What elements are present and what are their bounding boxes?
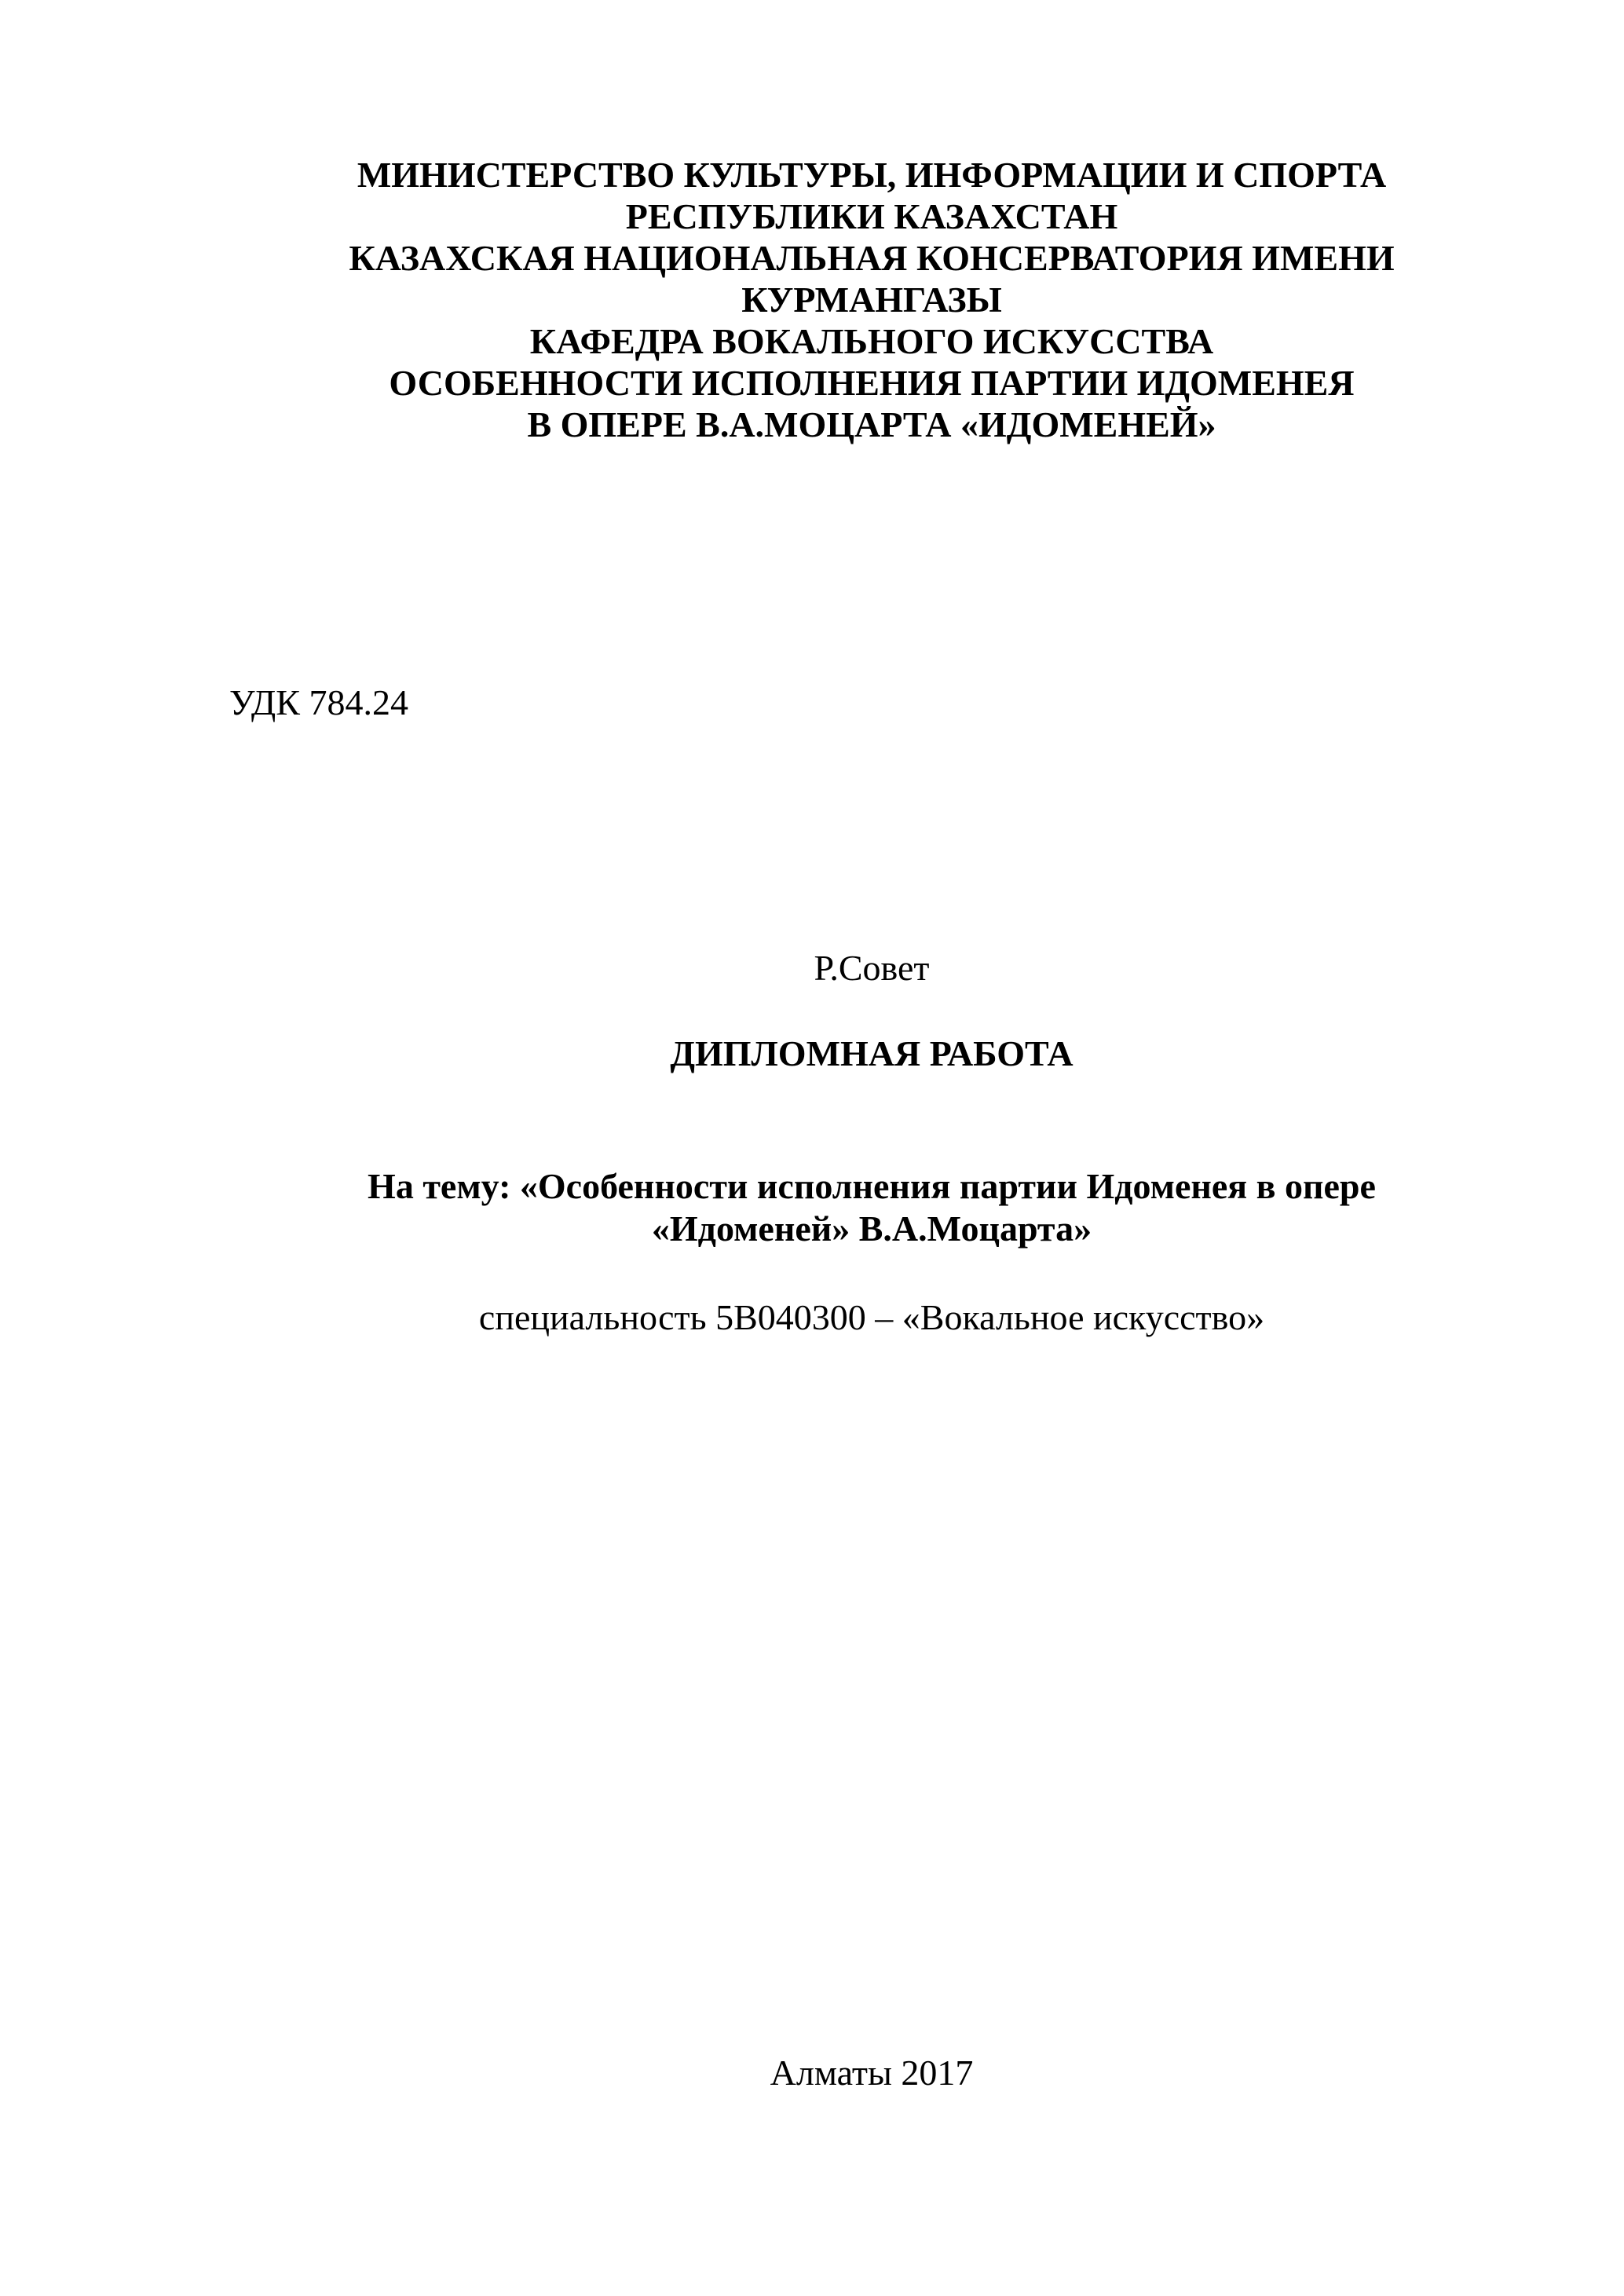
topic-line-1: На тему: «Особенности исполнения партии Идоменея в опере bbox=[368, 1166, 1376, 1206]
header-line-ministry: МИНИСТЕРСТВО КУЛЬТУРЫ, ИНФОРМАЦИИ И СПОРТА bbox=[357, 155, 1387, 195]
header-line-title-cont: В ОПЕРЕ В.А.МОЦАРТА «ИДОМЕНЕЙ» bbox=[527, 404, 1216, 444]
work-type-heading: ДИПЛОМНАЯ РАБОТА bbox=[670, 1033, 1074, 1073]
header-line-title: ОСОБЕННОСТИ ИСПОЛНЕНИЯ ПАРТИИ ИДОМЕНЕЯ bbox=[389, 363, 1355, 403]
author-name: Р.Совет bbox=[814, 948, 930, 988]
udk-code: УДК 784.24 bbox=[229, 682, 408, 722]
header-line-department: КАФЕДРА ВОКАЛЬНОГО ИСКУССТВА bbox=[529, 321, 1214, 361]
institution-header bbox=[236, 154, 1508, 445]
city-year: Алматы 2017 bbox=[770, 2053, 974, 2093]
header-line-conservatory: КАЗАХСКАЯ НАЦИОНАЛЬНАЯ КОНСЕРВАТОРИЯ ИМЕНИ bbox=[349, 238, 1395, 278]
topic-line-2: «Идоменей» В.А.Моцарта» bbox=[651, 1208, 1092, 1249]
header-line-republic: РЕСПУБЛИКИ КАЗАХСТАН bbox=[625, 196, 1118, 236]
specialty-line: специальность 5В040300 – «Вокальное искусство» bbox=[478, 1297, 1265, 1337]
thesis-topic bbox=[236, 1165, 1508, 1250]
header-line-conservatory-name: КУРМАНГАЗЫ bbox=[741, 280, 1002, 320]
